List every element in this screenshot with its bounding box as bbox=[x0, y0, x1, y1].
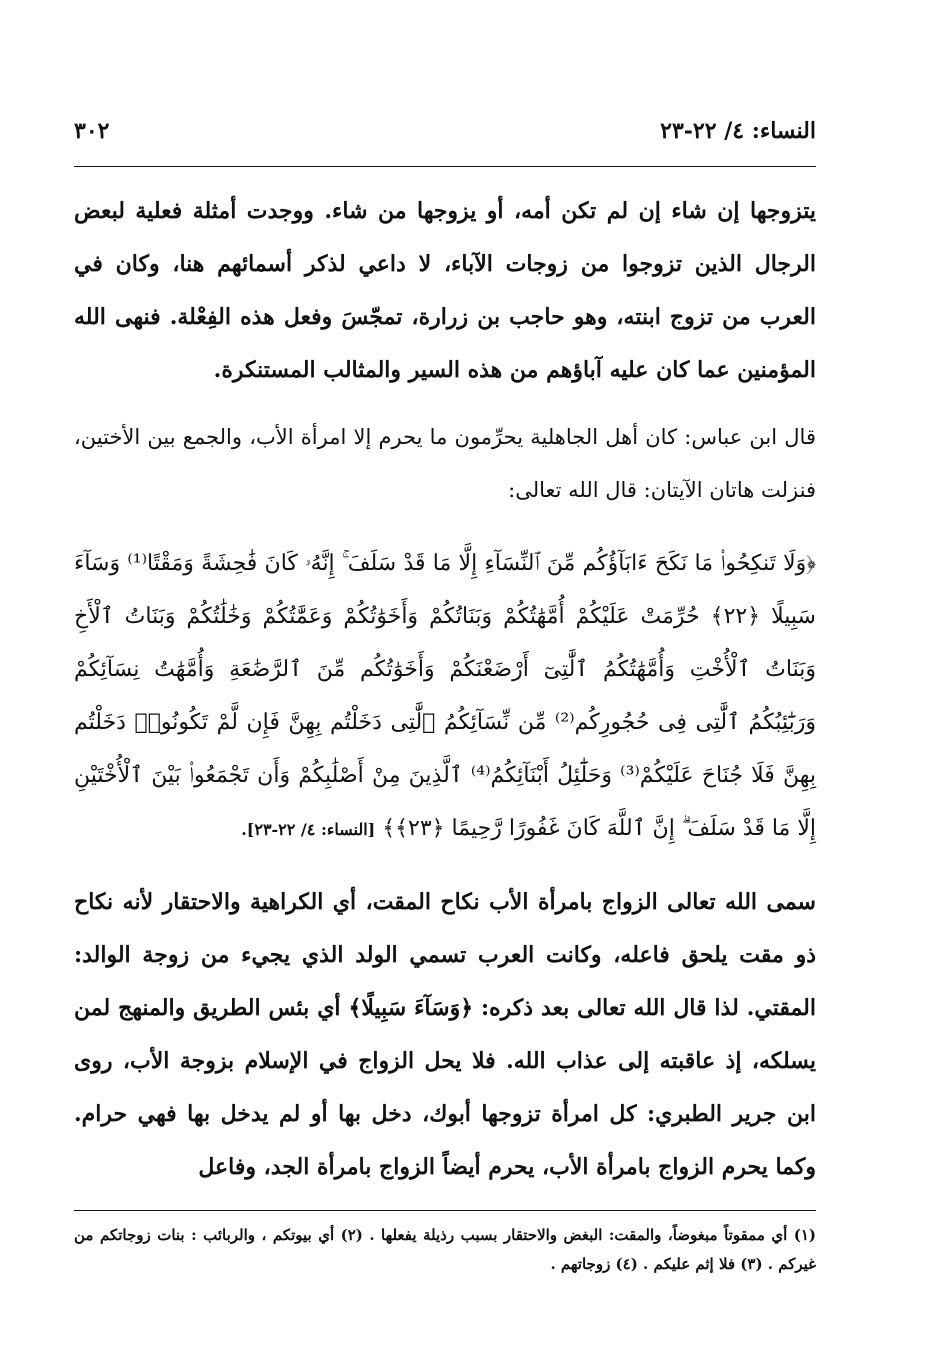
body-paragraph-2: سمى الله تعالى الزواج بامرأة الأب نكاح المقت، أي الكراهية والاحتقار لأنه نكاح ذو مقت يلحق فاعله، وكانت العرب تسمي الولد الذي يجيء من زوجة الوالد: المقتي. لذا قال الله تعالى بعد ذكره: ﴿وَسَآءَ سَبِيلًا﴾ أي بئس الطريق والمنهج لمن يسلكه، إذ عاقبته إلى عذاب الله. فلا يحل الزواج في الإسلام بزوجة الأب، روى ابن جرير الطبري: كل امرأة تزوجها أبوك، دخل بها أو لم يدخل بها فهي حرام. وكما يحرم الزواج بامرأة الأب، يحرم أيضاً الزواج بامرأة الجد، وفاعل bbox=[74, 889, 816, 1180]
header-section-title: النساء: ٤/ ٢٢-٢٣ bbox=[660, 118, 816, 144]
quran-verse-text: ﴿وَلَا تَنكِحُوا۟ مَا نَكَحَ ءَابَآؤُكُم مِّنَ ٱلنِّسَآءِ إِلَّا مَا قَدْ سَلَفَ ۚ إِنَّهُۥ كَانَ فَٰحِشَةً وَمَقْتًا⁽¹⁾ وَسَآءَ سَبِيلًا ﴿٢٢﴾ حُرِّمَتْ عَلَيْكُمْ أُمَّهَٰتُكُمْ وَبَنَاتُكُمْ وَأَخَوَٰتُكُمْ وَعَمَّٰتُكُمْ وَخَٰلَٰتُكُمْ وَبَنَاتُ ٱلْأَخِ وَبَنَاتُ ٱلْأُخْتِ وَأُمَّهَٰتُكُمُ ٱلَّٰتِىٓ أَرْضَعْنَكُمْ وَأَخَوَٰتُكُم مِّنَ ٱلرَّضَٰعَةِ وَأُمَّهَٰتُ نِسَآئِكُمْ وَرَبَٰٓئِبُكُمُ ٱلَّٰتِى فِى حُجُورِكُم⁽²⁾ مِّن نِّسَآئِكُمُ ٱلَّٰتِى دَخَلْتُم بِهِنَّ فَإِن لَّمْ تَكُونُوا۟ دَخَلْتُم بِهِنَّ فَلَا جُنَاحَ عَلَيْكُمْ⁽³⁾ وَحَلَٰٓئِلُ أَبْنَآئِكُمُ⁽⁴⁾ ٱلَّذِينَ مِنْ أَصْلَٰبِكُمْ وَأَن تَجْمَعُوا۟ بَيْنَ ٱلْأُخْتَيْنِ إِلَّا مَا قَدْ سَلَفَ ۗ إِنَّ ٱللَّهَ كَانَ غَفُورًا رَّحِيمًا ﴿٢٣﴾﴾ bbox=[74, 551, 816, 841]
ibn-abbas-paragraph: قال ابن عباس: كان أهل الجاهلية يحرِّمون ما يحرم إلا امرأة الأب، والجمع بين الأختين، فنزلت هاتان الآيتان: قال الله تعالى: bbox=[74, 425, 816, 502]
header-divider bbox=[74, 166, 816, 167]
footnote-divider bbox=[74, 1210, 816, 1211]
body-paragraph-1: يتزوجها إن شاء إن لم تكن أمه، أو يزوجها من شاء. ووجدت أمثلة فعلية لبعض الرجال الذين تزوجوا من زوجات الآباء، لا داعي لذكر أسمائهم هنا، وكان في العرب من تزوج ابنته، وهو حاجب بن زرارة، تمجّسَ وفعل هذه الفِعْلة. فنهى الله المؤمنين عما كان عليه آباؤهم من هذه السير والمثالب المستنكرة. bbox=[74, 198, 816, 383]
running-header bbox=[74, 118, 816, 158]
verse-reference: [النساء: ٤/ ٢٢-٢٣]. bbox=[241, 820, 376, 839]
page-number: ٣٠٢ bbox=[74, 118, 110, 144]
quran-verse-block bbox=[74, 537, 816, 856]
document-page bbox=[74, 118, 816, 1279]
footnotes: (١) أي ممقوتاً مبغوضاً، والمقت: البغض والاحتقار بسبب رذيلة يفعلها . (٢) أي بيوتكم ، والربائب : بنات زوجاتكم من غيركم . (٣) فلا إثم عليكم . (٤) زوجاتهم . bbox=[74, 1226, 817, 1273]
